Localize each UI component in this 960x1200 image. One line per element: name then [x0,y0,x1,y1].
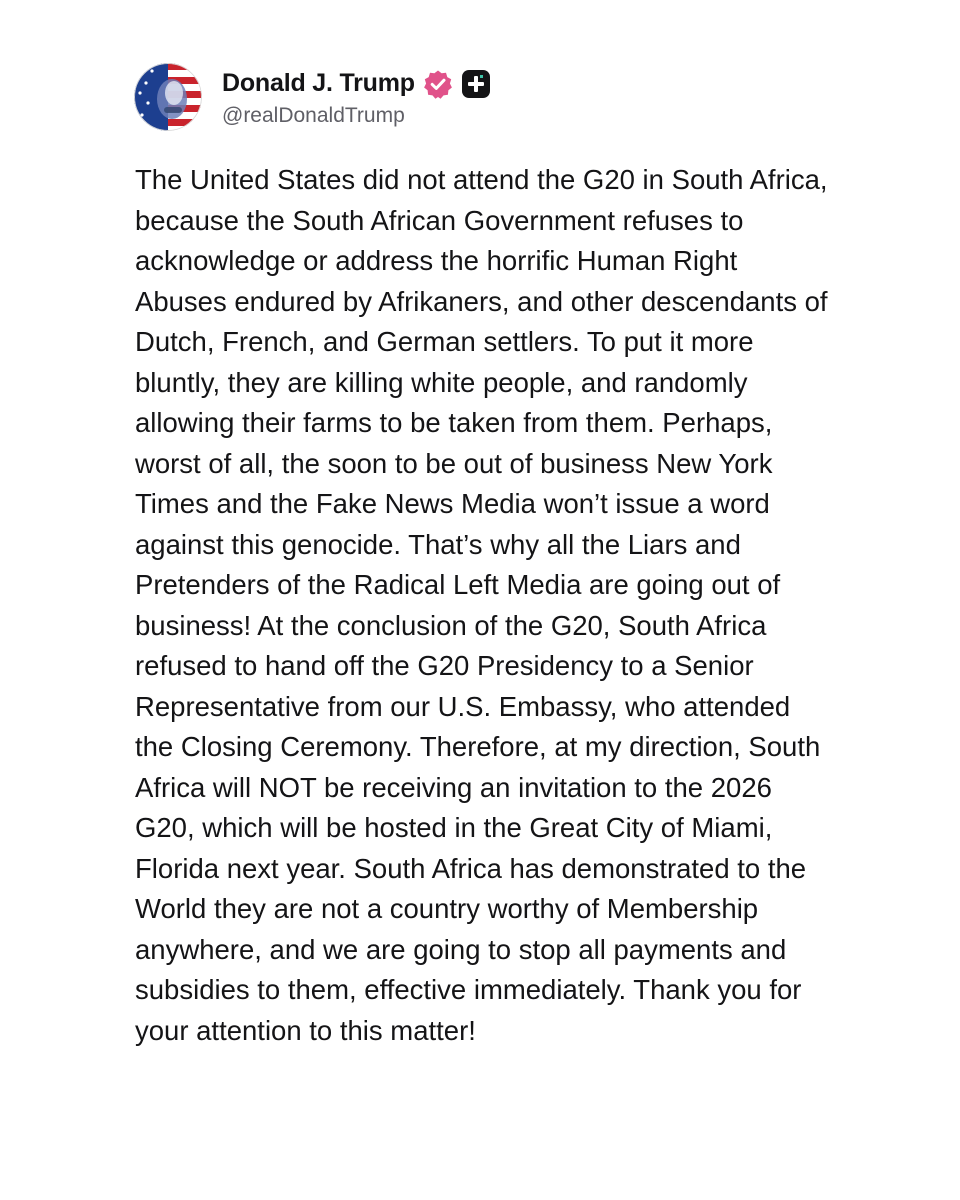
author-display-name[interactable]: Donald J. Trump [222,69,415,97]
plus-badge-icon [461,69,491,99]
avatar[interactable] [134,63,202,131]
name-row [222,67,491,101]
post-header [134,62,491,132]
author-identity [222,67,491,128]
verified-badge-icon [423,69,453,99]
post-body-text: The United States did not attend the G20 in South Africa, because the South African Government refuses to acknowledge or address the horrific Human Right Abuses endured by Afrikaners, and other descendants of Dutch, French, and German settlers. To put it more bluntly, they are killing white people, and randomly allowing their farms to be taken from them. Perhaps, worst of all, the soon to be out of business New York Times and the Fake News Media won’t issue a word against this genocide. That’s why all the Liars and Pretenders of the Radical Left Media are going out of business! At the conclusion of the G20, South Africa refused to hand off the G20 Presidency to a Senior Representative from our U.S. Embassy, who attended the Closing Ceremony. Therefore, at my direction, South Africa will NOT be receiving an invitation to the 2026 G20, which will be hosted in the Great City of Miami, Florida next year. South Africa has demonstrated to the World they are not a country worthy of Membership anywhere, and we are going to stop all payments and subsidies to them, effective immediately. Thank you for your attention to this matter! [135,164,828,1046]
author-handle[interactable]: @realDonaldTrump [222,103,405,127]
